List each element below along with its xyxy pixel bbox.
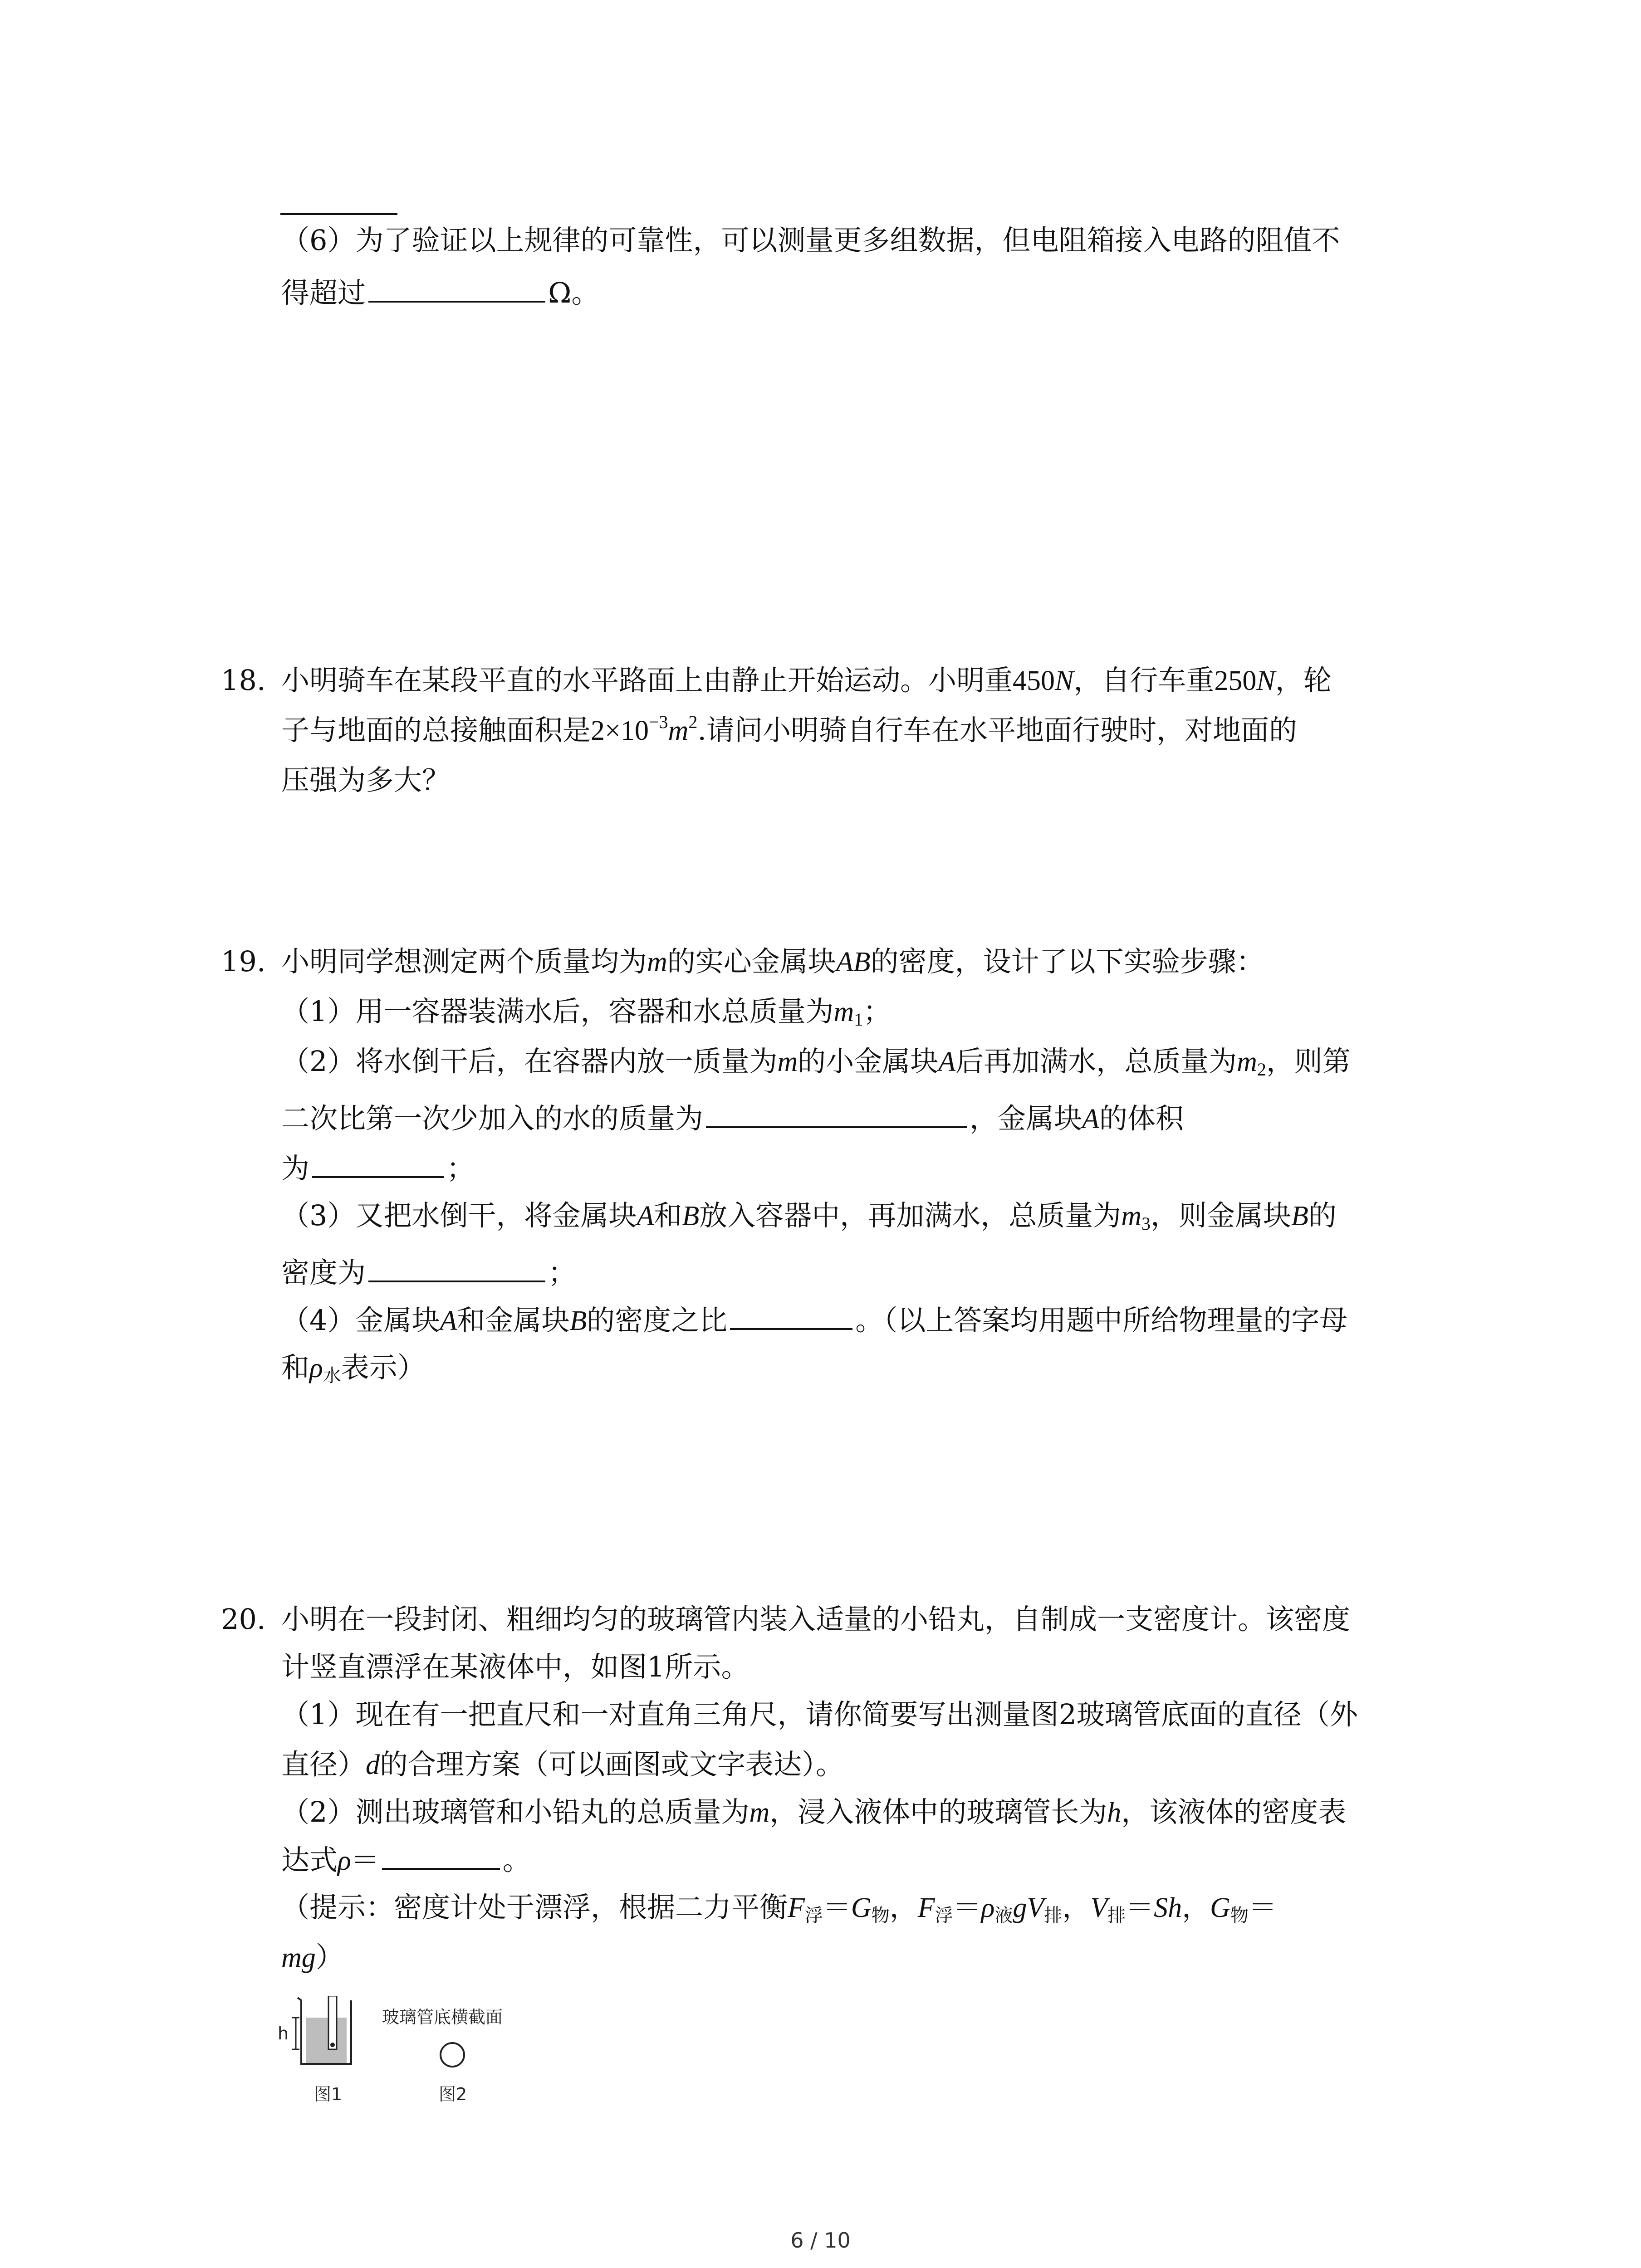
q18-text: 小明骑车在某段平直的水平路面上由静止开始运动。小明重 <box>281 664 1013 697</box>
var-m: m <box>833 997 854 1027</box>
q19-text: ； <box>863 995 892 1028</box>
q19-text: 后再加满水，总质量为 <box>955 1045 1237 1078</box>
var-d: d <box>366 1750 380 1780</box>
q20-hint-line2 <box>281 1939 1470 1976</box>
var-AB: AB <box>836 947 871 978</box>
q20-text: 直径） <box>281 1748 366 1781</box>
var-A: A <box>637 1201 654 1232</box>
q19-text: 的体积 <box>1099 1102 1184 1135</box>
question-number: 19. <box>221 945 266 978</box>
question-number: 20. <box>221 1603 266 1636</box>
q17-unit: Ω。 <box>548 276 600 309</box>
q20-text: ，浸入液体中的玻璃管长为 <box>769 1795 1107 1828</box>
answer-blank[interactable] <box>706 1100 967 1128</box>
answer-blank[interactable] <box>368 274 545 303</box>
var-h: h <box>1107 1797 1122 1828</box>
q19-text: 密度为 <box>281 1256 366 1289</box>
subscript: 物 <box>1230 1905 1249 1926</box>
q19-text: ，则金属块 <box>1151 1199 1292 1232</box>
q20-text: ） <box>315 1941 344 1974</box>
q20-line1: 小明在一段封闭、粗细均匀的玻璃管内装入适量的小铅丸，自制成一支密度计。该密度 <box>281 1603 1351 1636</box>
q18-unit: N <box>1256 665 1275 696</box>
subscript: 水 <box>323 1365 341 1386</box>
q20-figure <box>278 1996 559 2123</box>
q19-text: 放入容器中，再加满水，总质量为 <box>699 1199 1122 1232</box>
q20-text: ＝ <box>1126 1891 1154 1924</box>
q20-text: ＝ <box>351 1843 379 1877</box>
q19-step2-line3 <box>281 1150 1470 1187</box>
q18-value: 450 <box>1013 665 1055 696</box>
q19-text: （3）又把水倒干，将金属块 <box>281 1199 637 1232</box>
q20-text: ，该液体的密度表 <box>1121 1795 1347 1828</box>
figure-caption: 玻璃管底横截面 <box>382 2007 503 2027</box>
var-B: B <box>1291 1201 1308 1232</box>
q20-text: ＝ <box>1248 1891 1277 1924</box>
var-m: m <box>777 1046 798 1077</box>
q20-text: 。 <box>502 1843 531 1877</box>
var-g: g <box>1013 1892 1027 1923</box>
q19-step4-line1 <box>281 1302 1470 1339</box>
q19-text: 二次比第一次少加入的水的质量为 <box>281 1102 704 1135</box>
q19-text: （4）金属块 <box>281 1304 440 1337</box>
q19-text: ； <box>446 1152 475 1185</box>
q19-text: 的密度之比 <box>587 1304 728 1337</box>
label-h: h <box>278 2024 289 2043</box>
q19-step3-line2 <box>281 1254 1470 1291</box>
page-number: 6 / 10 <box>790 2228 851 2253</box>
subscript: 1 <box>854 1009 863 1030</box>
var-V: V <box>1027 1892 1044 1923</box>
figure-2-label: 图2 <box>439 2084 467 2104</box>
q18-unit: m <box>668 715 689 746</box>
q18-text: .请问小明骑自行车在水平地面行驶时，对地面的 <box>697 714 1298 747</box>
q19-text: 的 <box>1308 1199 1337 1232</box>
var-G: G <box>1210 1892 1230 1923</box>
q19-text: 表示） <box>341 1351 426 1384</box>
q19-line1 <box>281 943 1470 980</box>
q19-text: 小明同学想测定两个质量均为 <box>281 945 647 978</box>
q20-line2: 计竖直漂浮在某液体中，如图1所示。 <box>281 1650 749 1683</box>
q20-part1-line1: （1）现在有一把直尺和一对直角三角尺，请你简要写出测量图2玻璃管底面的直径（外 <box>281 1698 1358 1731</box>
var-V: V <box>1090 1892 1108 1923</box>
subscript: 液 <box>994 1905 1013 1926</box>
q19-text: 。（以上答案均用题中所给物理量的字母 <box>855 1304 1348 1337</box>
q19-text: （1）用一容器装满水后，容器和水总质量为 <box>281 995 834 1028</box>
answer-blank[interactable] <box>312 1150 444 1178</box>
q19-step1 <box>281 993 1470 1030</box>
question-number: 18. <box>221 664 266 697</box>
var-m: m <box>1121 1201 1142 1232</box>
q18-area: 2×10 <box>591 715 649 746</box>
q19-text: 和金属块 <box>457 1304 570 1337</box>
var-F: F <box>917 1892 935 1923</box>
q20-hint-line1 <box>281 1889 1470 1926</box>
q19-text: ，则第 <box>1266 1045 1351 1078</box>
q19-text: 的实心金属块 <box>667 945 836 978</box>
q20-text: ＝ <box>953 1891 981 1924</box>
q18-line2 <box>281 712 1470 749</box>
q19-text: 的密度，设计了以下实验步骤： <box>870 945 1264 978</box>
q19-step2-line2 <box>281 1100 1470 1137</box>
q17-text: 得超过 <box>281 276 366 309</box>
var-mg: mg <box>281 1942 316 1973</box>
var-G: G <box>851 1892 872 1923</box>
var-rho: ρ <box>338 1845 351 1876</box>
q20-text: ， <box>1182 1891 1210 1924</box>
q20-text: 达式 <box>281 1843 338 1877</box>
subscript: 浮 <box>804 1905 823 1926</box>
subscript: 3 <box>1141 1213 1151 1234</box>
q18-text: ，自行车重 <box>1073 664 1215 697</box>
q18-text: ，轮 <box>1275 664 1332 697</box>
var-Sh: Sh <box>1154 1892 1182 1923</box>
q20-part2-line1 <box>281 1794 1470 1831</box>
answer-blank[interactable] <box>368 1254 545 1282</box>
q17-part6-line2 <box>281 274 1470 311</box>
q18-line1 <box>281 662 1470 699</box>
var-F: F <box>788 1892 805 1923</box>
q19-text: ； <box>548 1256 577 1289</box>
subscript: 浮 <box>935 1905 953 1926</box>
subscript: 物 <box>871 1905 890 1926</box>
figure-1-label: 图1 <box>314 2084 343 2104</box>
var-B: B <box>569 1305 587 1336</box>
q18-exponent: 2 <box>688 712 698 732</box>
var-A: A <box>1082 1104 1099 1134</box>
var-B: B <box>682 1201 700 1232</box>
var-rho: ρ <box>981 1892 995 1923</box>
q19-text: ，金属块 <box>970 1102 1083 1135</box>
q19-text: 的小金属块 <box>798 1045 939 1078</box>
answer-blank[interactable] <box>730 1302 852 1330</box>
subscript: 排 <box>1107 1905 1126 1926</box>
q20-part2-line2 <box>281 1842 1470 1879</box>
q18-unit: N <box>1055 665 1074 696</box>
subscript: 排 <box>1044 1905 1063 1926</box>
var-m: m <box>1237 1046 1257 1077</box>
var-rho: ρ <box>309 1353 323 1383</box>
q20-text: ， <box>889 1891 918 1924</box>
var-A: A <box>938 1046 956 1077</box>
answer-blank[interactable] <box>382 1842 500 1870</box>
q20-text: 的合理方案（可以画图或文字表达）。 <box>380 1748 844 1781</box>
q19-step4-line2 <box>281 1349 1470 1386</box>
q19-text: 为 <box>281 1152 310 1185</box>
q18-text: 子与地面的总接触面积是 <box>281 714 591 747</box>
tube-cross-section-circle <box>441 2043 464 2067</box>
beaker-figure <box>278 1996 351 2064</box>
q18-exponent: −3 <box>648 712 668 732</box>
var-A: A <box>440 1305 457 1336</box>
q19-text: 和 <box>281 1351 310 1384</box>
q18-line3: 压强为多大？ <box>281 763 451 797</box>
var-m: m <box>647 947 667 978</box>
q20-text: ， <box>1062 1891 1091 1924</box>
q20-text: ＝ <box>823 1891 851 1924</box>
q20-part1-line2 <box>281 1746 1470 1783</box>
subscript: 2 <box>1257 1059 1266 1080</box>
q20-text: （提示：密度计处于漂浮，根据二力平衡 <box>281 1891 788 1924</box>
q17-part6-line1: （6）为了验证以上规律的可靠性，可以测量更多组数据，但电阻箱接入电路的阻值不 <box>281 224 1340 257</box>
q18-value: 250 <box>1214 665 1257 696</box>
q19-text: 和 <box>654 1199 682 1232</box>
q20-text: （2）测出玻璃管和小铅丸的总质量为 <box>281 1795 749 1828</box>
q19-text: （2）将水倒干后，在容器内放一质量为 <box>281 1045 778 1078</box>
var-m: m <box>749 1797 770 1828</box>
q19-step3-line1 <box>281 1198 1470 1234</box>
q19-step2-line1 <box>281 1043 1470 1080</box>
answer-blank-continued <box>280 213 397 215</box>
